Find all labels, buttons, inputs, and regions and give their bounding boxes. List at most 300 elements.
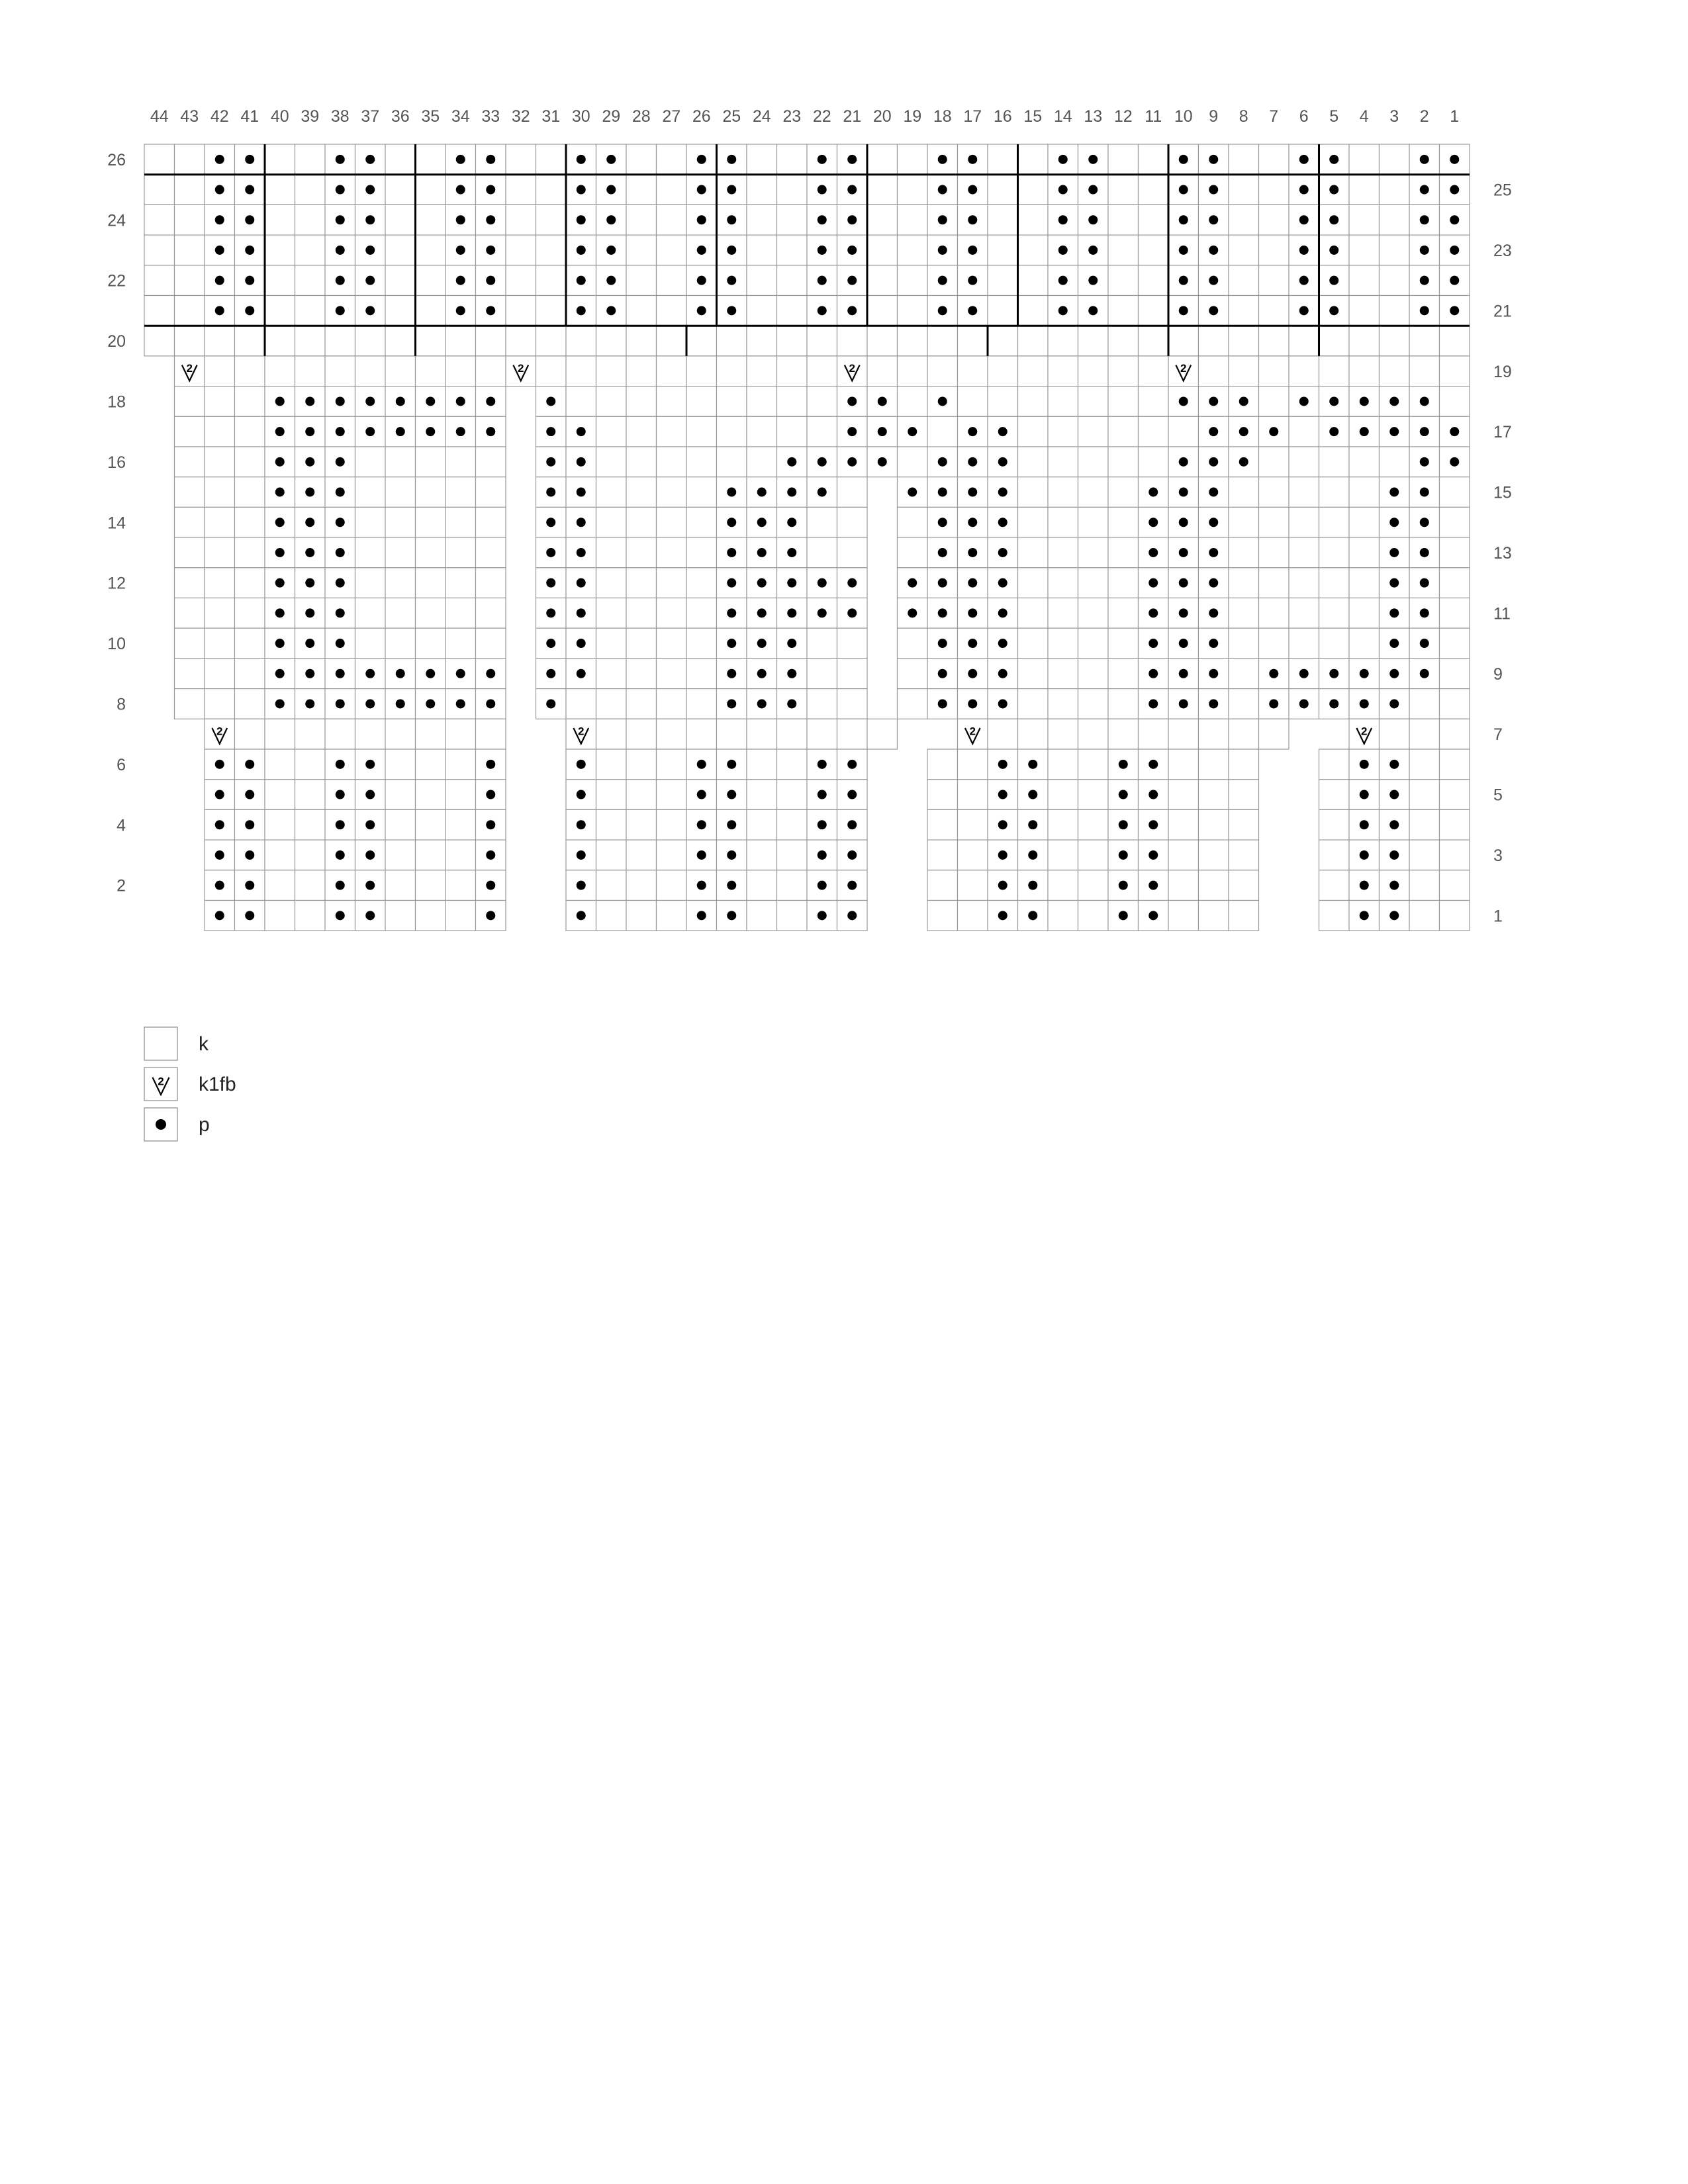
row-number-left: 18 [107,392,126,412]
purl-dot [1420,155,1429,164]
purl-dot [245,246,254,255]
chart-cell [1018,265,1049,296]
chart-cell [205,416,235,447]
chart-cell [596,507,627,537]
chart-cell [1409,719,1440,749]
purl-dot [727,215,736,224]
chart-cell [657,477,687,508]
purl-dot [757,639,767,648]
row-number-right: 13 [1493,543,1512,563]
chart-cell [1108,144,1139,175]
column-number: 19 [903,107,922,126]
purl-dot [998,881,1008,890]
chart-cell [1349,356,1380,387]
column-number: 24 [752,107,771,126]
purl-dot [1420,246,1429,255]
column-number: 6 [1299,107,1309,126]
chart-cell [1199,809,1229,840]
chart-cell [385,809,416,840]
chart-cell [1440,628,1470,659]
chart-cell [295,144,326,175]
purl-dot [998,669,1008,678]
chart-cell [1259,265,1289,296]
chart-cell [1319,598,1350,629]
purl-dot [1149,760,1158,769]
chart-cell [1229,870,1259,901]
purl-dot [577,820,586,829]
purl-dot [1058,215,1068,224]
svg-text:2: 2 [518,362,524,375]
chart-cell [175,326,205,356]
chart-cell [807,628,837,659]
purl-dot [486,911,495,920]
column-number: 42 [210,107,229,126]
chart-cell [1440,387,1470,417]
chart-cell [445,719,476,749]
purl-dot [1450,457,1459,467]
chart-cell [1380,265,1410,296]
chart-cell [1108,537,1139,568]
purl-dot [1088,185,1098,195]
purl-dot [275,669,285,678]
purl-dot [546,608,555,617]
purl-dot [1360,820,1369,829]
purl-dot [336,850,345,860]
chart-cell [777,296,808,326]
purl-dot [1420,276,1429,285]
chart-cell [837,537,868,568]
column-number: 2 [1419,107,1429,126]
purl-dot [1179,185,1188,195]
purl-dot [787,488,796,497]
purl-dot [577,215,586,224]
purl-dot [818,608,827,617]
chart-cell [1229,840,1259,870]
chart-cell [175,507,205,537]
purl-dot [577,790,586,799]
chart-cell [1199,749,1229,780]
chart-cell [657,840,687,870]
purl-dot [245,820,254,829]
purl-dot [818,850,827,860]
chart-cell [1018,477,1049,508]
chart-cell [1168,326,1199,356]
chart-cell [1078,689,1109,719]
chart-cell [657,568,687,598]
chart-cell [235,598,265,629]
chart-cell [506,326,536,356]
purl-dot [456,215,465,224]
chart-cell [1229,719,1259,749]
purl-dot [1209,699,1218,708]
purl-dot [1209,215,1218,224]
chart-cell [1018,416,1049,447]
chart-cell [1349,205,1380,235]
chart-cell [175,175,205,205]
chart-cell [988,356,1018,387]
row-number-right: 17 [1493,423,1512,442]
purl-dot [1179,518,1188,527]
chart-cell [385,356,416,387]
chart-cell [1380,144,1410,175]
chart-cell [1319,809,1350,840]
chart-cell [747,809,777,840]
chart-cell [476,507,506,537]
chart-cell [1319,537,1350,568]
purl-dot [1329,215,1338,224]
chart-cell [837,719,868,749]
purl-dot [336,185,345,195]
chart-cell [657,356,687,387]
purl-dot [787,608,796,617]
purl-dot [606,276,616,285]
chart-cell [325,719,355,749]
chart-cell [596,689,627,719]
chart-cell [1139,205,1169,235]
chart-cell [385,537,416,568]
chart-cell [686,689,717,719]
chart-cell [566,387,596,417]
purl-dot [1420,185,1429,195]
purl-dot [998,639,1008,648]
column-number: 23 [782,107,802,126]
chart-cell [295,870,326,901]
chart-cell [988,144,1018,175]
purl-dot [697,246,706,255]
chart-cell [747,387,777,417]
purl-dot [1420,427,1429,436]
chart-cell [747,205,777,235]
chart-cell [536,144,567,175]
chart-cell [927,780,958,810]
chart-cell [807,326,837,356]
purl-dot [1329,396,1338,406]
chart-cell [1259,296,1289,326]
purl-dot [1389,396,1399,406]
row-number-left: 2 [117,876,126,895]
chart-cell [1440,568,1470,598]
chart-cell [235,719,265,749]
chart-cell [626,205,657,235]
row-number-left: 24 [107,211,126,230]
purl-dot [1389,608,1399,617]
purl-dot [365,850,375,860]
purl-dot [1389,548,1399,557]
chart-cell [777,175,808,205]
purl-dot [245,306,254,315]
chart-cell [1349,628,1380,659]
purl-dot [818,276,827,285]
chart-cell [927,901,958,931]
chart-cell [355,326,386,356]
purl-dot [1149,578,1158,588]
chart-cell [416,809,446,840]
purl-dot [486,790,495,799]
chart-cell [1440,809,1470,840]
chart-cell [747,235,777,265]
chart-cell [1139,416,1169,447]
purl-dot [727,246,736,255]
chart-cell [596,780,627,810]
purl-dot [1058,246,1068,255]
chart-cell [1168,840,1199,870]
chart-cell [205,537,235,568]
purl-dot [546,427,555,436]
chart-cell [1319,507,1350,537]
purl-dot [908,608,917,617]
purl-dot [1119,850,1128,860]
svg-text:2: 2 [969,725,976,738]
chart-cell [1018,205,1049,235]
purl-dot [426,427,435,436]
purl-dot [847,760,857,769]
chart-cell [175,659,205,689]
column-number: 11 [1145,107,1162,126]
chart-cell [144,265,175,296]
chart-cell [1048,780,1078,810]
chart-cell [1018,175,1049,205]
chart-cell [898,326,928,356]
purl-dot [847,185,857,195]
purl-dot [968,185,977,195]
column-number: 16 [993,107,1012,126]
chart-cell [686,416,717,447]
chart-cell [295,840,326,870]
chart-cell [1440,326,1470,356]
purl-dot [365,396,375,406]
chart-cell [1440,780,1470,810]
purl-dot [1179,215,1188,224]
purl-dot [365,215,375,224]
chart-cell [626,870,657,901]
chart-cell [1319,749,1350,780]
purl-dot [546,518,555,527]
purl-dot [1299,669,1309,678]
chart-cell [1289,416,1319,447]
purl-dot [1209,578,1218,588]
purl-dot [998,578,1008,588]
purl-dot [1209,639,1218,648]
chart-cell [686,356,717,387]
purl-dot [998,790,1008,799]
purl-dot [1389,518,1399,527]
purl-dot [426,396,435,406]
chart-cell [1259,175,1289,205]
legend [144,1027,236,1141]
chart-cell [898,144,928,175]
chart-cell [1349,326,1380,356]
chart-cell [144,205,175,235]
purl-dot [1088,306,1098,315]
chart-cell [717,387,747,417]
chart-cell [1108,507,1139,537]
chart-cell [1139,175,1169,205]
purl-dot [1450,185,1459,195]
purl-dot [577,427,586,436]
purl-dot [697,155,706,164]
purl-dot [456,699,465,708]
chart-cell [626,537,657,568]
chart-cell [1018,719,1049,749]
purl-dot [275,427,285,436]
purl-dot [697,850,706,860]
chart-cell [686,326,717,356]
purl-dot [215,306,224,315]
purl-dot [727,820,736,829]
chart-cell [596,326,627,356]
purl-dot [365,881,375,890]
chart-cell [626,416,657,447]
purl-dot [365,790,375,799]
chart-cell [205,568,235,598]
chart-cell [626,809,657,840]
chart-cell [385,235,416,265]
purl-dot [486,850,495,860]
purl-dot [577,185,586,195]
chart-cell [626,387,657,417]
purl-dot [998,608,1008,617]
chart-cell [747,870,777,901]
purl-dot [847,396,857,406]
purl-dot [968,669,977,678]
chart-cell [837,689,868,719]
chart-cell [1259,537,1289,568]
row-number-left: 8 [117,695,126,714]
purl-dot [1420,578,1429,588]
chart-cell [1018,659,1049,689]
chart-cell [1289,537,1319,568]
chart-cell [1349,265,1380,296]
purl-dot [1299,246,1309,255]
purl-dot [818,246,827,255]
chart-cell [1048,507,1078,537]
purl-dot [968,699,977,708]
chart-cell [445,840,476,870]
chart-cell [385,870,416,901]
chart-cell [717,447,747,477]
chart-cell [1229,780,1259,810]
purl-dot [1389,881,1399,890]
chart-cell [657,537,687,568]
purl-dot [998,548,1008,557]
chart-cell [506,144,536,175]
purl-dot [998,699,1008,708]
chart-cell [898,659,928,689]
chart-cell [566,326,596,356]
chart-cell [566,356,596,387]
purl-dot [215,820,224,829]
purl-dot [456,185,465,195]
purl-dot [1360,850,1369,860]
purl-dot [577,306,586,315]
chart-cell [1319,628,1350,659]
purl-dot [606,215,616,224]
chart-cell [657,144,687,175]
chart-cell [657,326,687,356]
purl-dot [336,578,345,588]
purl-dot [577,760,586,769]
chart-cell [1078,387,1109,417]
column-numbers [150,107,1459,126]
purl-dot [847,215,857,224]
row-number-right: 19 [1493,362,1512,381]
chart-cell [657,780,687,810]
chart-cell [867,719,898,749]
row-number-right: 21 [1493,302,1512,321]
purl-dot [878,396,887,406]
purl-dot [1179,639,1188,648]
purl-dot [215,276,224,285]
purl-dot [365,306,375,315]
purl-dot [847,820,857,829]
column-number: 12 [1113,107,1133,126]
chart-cell [958,901,988,931]
chart-cell [1409,356,1440,387]
chart-cell [837,507,868,537]
chart-cell [958,780,988,810]
chart-cell [898,296,928,326]
chart-cell [1259,387,1289,417]
purl-dot [546,699,555,708]
purl-dot [456,669,465,678]
chart-cell [1018,326,1049,356]
chart-cell [686,568,717,598]
purl-dot [998,850,1008,860]
chart-cell [1078,749,1109,780]
chart-cell [1229,809,1259,840]
chart-cell [1319,447,1350,477]
chart-cell [1078,598,1109,629]
purl-dot [1209,457,1218,467]
purl-dot [1209,548,1218,557]
chart-cell [958,749,988,780]
purl-dot [968,608,977,617]
chart-cell [1108,175,1139,205]
purl-dot [456,246,465,255]
purl-dot [818,185,827,195]
chart-cell [1409,870,1440,901]
purl-dot [998,760,1008,769]
purl-dot [215,850,224,860]
purl-dot [1209,185,1218,195]
chart-cell [1108,356,1139,387]
purl-dot [1299,155,1309,164]
chart-cell [385,326,416,356]
chart-cell [1229,568,1259,598]
column-number: 28 [632,107,651,126]
purl-dot [968,427,977,436]
purl-dot [727,155,736,164]
chart-cell [416,780,446,810]
chart-cell [205,447,235,477]
purl-dot [336,215,345,224]
chart-cell [867,356,898,387]
purl-dot [1119,881,1128,890]
chart-cell [1380,447,1410,477]
purl-dot [486,881,495,890]
purl-dot [396,427,405,436]
purl-dot [787,457,796,467]
chart-cell [1078,477,1109,508]
svg-text:2: 2 [578,725,585,738]
chart-cell [416,628,446,659]
chart-cell [717,326,747,356]
column-number: 33 [481,107,500,126]
purl-dot [968,276,977,285]
purl-dot [908,578,917,588]
row-number-left: 12 [107,574,126,593]
chart-cell [416,144,446,175]
